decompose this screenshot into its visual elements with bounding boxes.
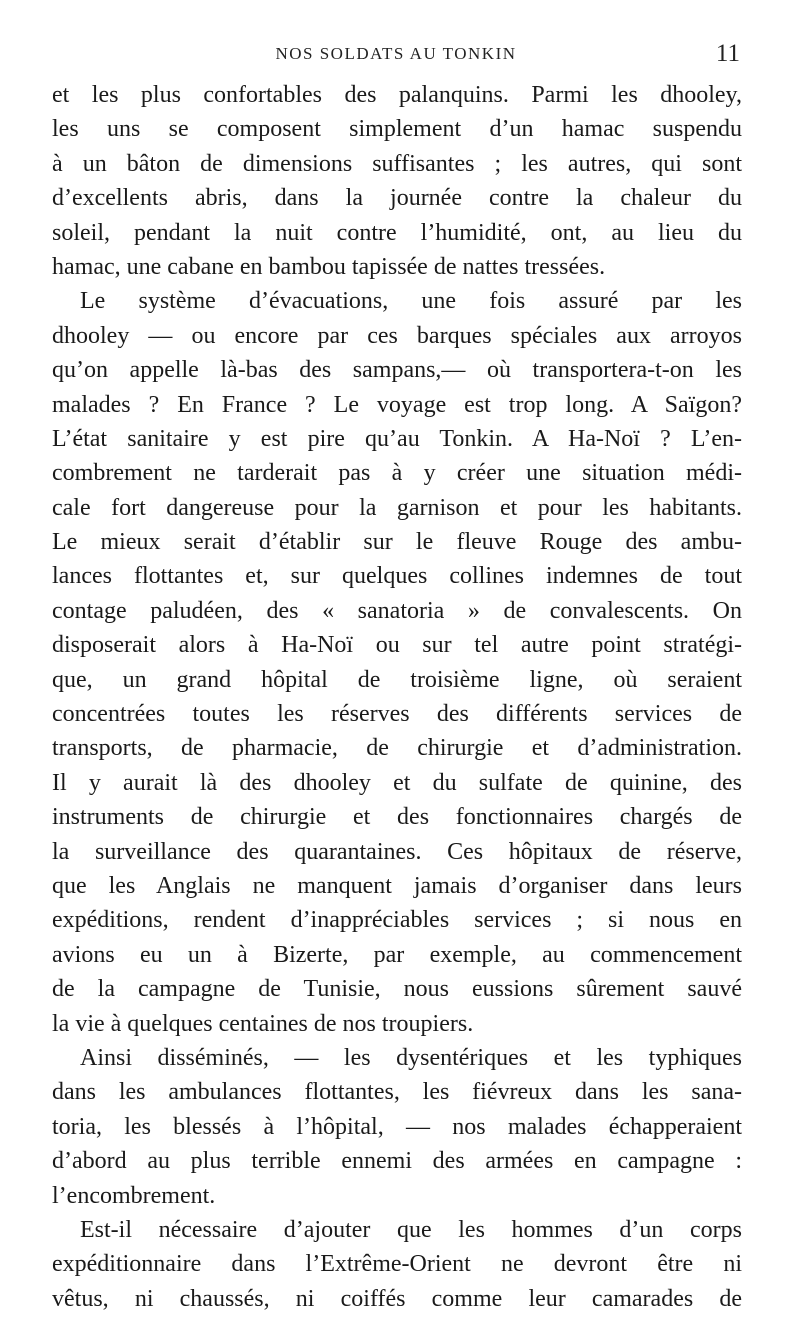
text-line: à un bâton de dimensions suffisantes ; les autres, qui sont [52,150,742,177]
text-line: hamac, une cabane en bambou tapissée de nattes tressées. [52,253,606,280]
text-line: que, un grand hôpital de troisième ligne, où seraient [52,666,742,693]
text-line: la surveillance des quarantaines. Ces hôpitaux de réserve, [52,838,742,865]
text-line: malades ? En France ? Le voyage est trop long. A Saïgon? [52,391,742,418]
text-line: dhooley — ou encore par ces barques spéciales aux arroyos [52,322,742,349]
text-line: que les Anglais ne manquent jamais d’organiser dans leurs [52,872,742,899]
text-line: concentrées toutes les réserves des différents services de [52,701,742,728]
text-line: les uns se composent simplement d’un hamac suspendu [52,116,742,143]
text-line: Ainsi disséminés, — les dysentériques et les typhiques [80,1044,742,1071]
text-line: Il y aurait là des dhooley et du sulfate de quinine, des [52,769,742,796]
page-number: 11 [715,40,740,67]
text-line: Le mieux serait d’établir sur le fleuve Rouge des ambu- [52,529,742,556]
text-line: disposerait alors à Ha-Noï ou sur tel autre point stratégi- [52,632,742,659]
text-line: instruments de chirurgie et des fonctionnaires chargés de [52,804,742,831]
text-line: cale fort dangereuse pour la garnison et pour les habitants. [52,494,742,521]
text-line: de la campagne de Tunisie, nous eussions sûrement sauvé [52,976,742,1003]
text-line: et les plus confortables des palanquins. Parmi les dhooley, [52,82,742,108]
text-line: l’encombrement. [52,1182,216,1209]
text-line: soleil, pendant la nuit contre l’humidité, ont, au lieu du [52,219,742,246]
text-line: transports, de pharmacie, de chirurgie et d’administration. [52,735,742,762]
text-line: contage paludéen, des « sanatoria » de convalescents. On [52,597,742,624]
text-line: vêtus, ni chaussés, ni coiffés comme leur camarades de [52,1285,742,1312]
text-line: d’excellents abris, dans la journée contre la chaleur du [52,185,742,212]
text-line: Le système d’évacuations, une fois assuré par les [80,288,742,315]
text-line: Est-il nécessaire d’ajouter que les hommes d’un corps [80,1216,742,1243]
text-line: avions eu un à Bizerte, par exemple, au commencement [52,941,742,968]
text-line: dans les ambulances flottantes, les fiévreux dans les sana- [52,1079,742,1106]
running-head [52,40,740,68]
text-line: expéditions, rendent d’inappréciables services ; si nous en [52,907,742,934]
text-line: la vie à quelques centaines de nos troupiers. [52,1010,474,1037]
text-line: combrement ne tarderait pas à y créer une situation médi- [52,460,742,487]
text-line: toria, les blessés à l’hôpital, — nos malades échapperaient [52,1113,742,1140]
text-line: d’abord au plus terrible ennemi des armées en campagne : [52,1148,742,1175]
text-line: expéditionnaire dans l’Extrême-Orient ne devront être ni [52,1251,742,1278]
text-line: lances flottantes et, sur quelques collines indemnes de tout [52,563,742,590]
running-title: NOS SOLDATS AU TONKIN [275,44,517,63]
text-line: qu’on appelle là-bas des sampans,— où transportera-t-on les [52,357,742,384]
body-text [52,78,742,1316]
text-line: L’état sanitaire y est pire qu’au Tonkin. A Ha-Noï ? L’en- [52,425,742,452]
